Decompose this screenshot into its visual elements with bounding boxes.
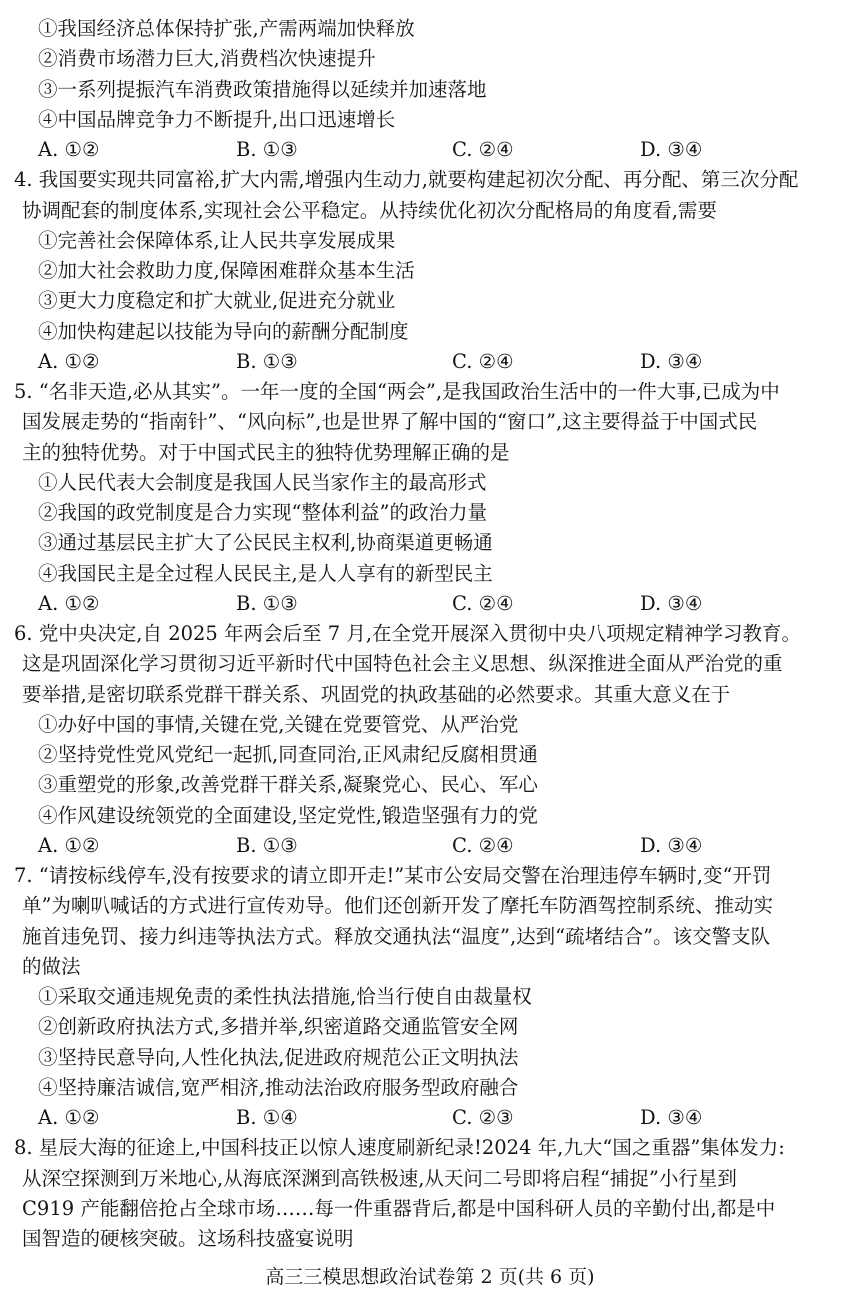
q5-choice-b: B. ①③ bbox=[236, 591, 298, 615]
q3-choice-a: A. ①② bbox=[38, 138, 100, 161]
q6-stem-line-3: 要举措,是密切联系党群干群关系、巩固党的执政基础的必然要求。其重大意义在于 bbox=[22, 682, 731, 706]
q3-option-3: ③一系列提振汽车消费政策措施得以延续并加速落地 bbox=[38, 77, 487, 101]
q3-choice-d: D. ③④ bbox=[640, 138, 703, 161]
q3-choice-b: B. ①③ bbox=[236, 138, 298, 161]
q6-option-1: ①办好中国的事情,关键在党,关键在党要管党、从严治党 bbox=[38, 712, 519, 736]
q7-stem-line-2: 单”为喇叭喊话的方式进行宣传劝导。他们还创新开发了摩托车防酒驾控制系统、推动实 bbox=[22, 894, 773, 918]
q7-stem-line-3: 施首违免罚、接力纠违等执法方式。释放交通执法“温度”,达到“疏堵结合”。该交警支队 bbox=[22, 924, 771, 948]
q7-choices bbox=[0, 1103, 860, 1133]
q6-stem-line-2: 这是巩固深化学习贯彻习近平新时代中国特色社会主义思想、纵深推进全面从严治党的重 bbox=[22, 652, 783, 676]
q3-choices bbox=[0, 135, 860, 165]
q6-choice-a: A. ①② bbox=[38, 833, 100, 857]
q3-option-1: ①我国经济总体保持扩张,产需两端加快释放 bbox=[38, 17, 415, 40]
q5-option-1: ①人民代表大会制度是我国人民当家作主的最高形式 bbox=[38, 470, 487, 494]
q4-option-1: ①完善社会保障体系,让人民共享发展成果 bbox=[38, 228, 396, 252]
q5-option-3: ③通过基层民主扩大了公民民主权利,协商渠道更畅通 bbox=[38, 531, 493, 555]
q6-choice-b: B. ①③ bbox=[236, 833, 298, 857]
q4-choice-a: A. ①② bbox=[38, 349, 100, 373]
q5-choices bbox=[0, 589, 860, 619]
q3-option-2: ②消费市场潜力巨大,消费档次快速提升 bbox=[38, 47, 376, 71]
q4-option-3: ③更大力度稳定和扩大就业,促进充分就业 bbox=[38, 289, 396, 313]
q4-option-4: ④加快构建起以技能为导向的薪酬分配制度 bbox=[38, 319, 409, 343]
q5-stem-line-1: 5. “名非天造,必从其实”。一年一度的全国“两会”,是我国政治生活中的一件大事,已成为中 bbox=[14, 380, 780, 403]
q7-choice-c: C. ②③ bbox=[452, 1106, 514, 1129]
q8-stem-line-1: 8. 星辰大海的征途上,中国科技正以惊人速度刷新纪录!2024 年,九大“国之重器”集体发力: bbox=[14, 1136, 785, 1160]
q7-choice-d: D. ③④ bbox=[640, 1106, 703, 1129]
q7-choice-a: A. ①② bbox=[38, 1106, 100, 1129]
exam-content bbox=[0, 14, 860, 1254]
q5-choice-c: C. ②④ bbox=[452, 591, 514, 615]
q6-choices bbox=[0, 831, 860, 861]
q5-stem-line-3: 主的独特优势。对于中国式民主的独特优势理解正确的是 bbox=[22, 440, 510, 464]
q5-option-2: ②我国的政党制度是合力实现“整体利益”的政治力量 bbox=[38, 501, 487, 524]
q6-option-4: ④作风建设统领党的全面建设,坚定党性,锻造坚强有力的党 bbox=[38, 803, 538, 827]
q7-option-1: ①采取交通违规免责的柔性执法措施,恰当行使自由裁量权 bbox=[38, 985, 532, 1008]
q6-option-3: ③重塑党的形象,改善党群干群关系,凝聚党心、民心、军心 bbox=[38, 773, 538, 797]
page-footer: 高三三模思想政治试卷第 2 页(共 6 页) bbox=[265, 1266, 595, 1288]
q5-stem-line-2: 国发展走势的“指南针”、“风向标”,也是世界了解中国的“窗口”,这主要得益于中国式民 bbox=[22, 410, 758, 434]
q7-option-3: ③坚持民意导向,人性化执法,促进政府规范公正文明执法 bbox=[38, 1045, 519, 1069]
q4-option-2: ②加大社会救助力度,保障困难群众基本生活 bbox=[38, 259, 415, 282]
q7-stem-line-4: 的做法 bbox=[22, 954, 81, 978]
q5-choice-a: A. ①② bbox=[38, 591, 100, 615]
q6-stem-line-1: 6. 党中央决定,自 2025 年两会后至 7 月,在全党开展深入贯彻中央八项规定精神学习教育。 bbox=[14, 622, 802, 645]
q7-stem-line-1: 7. “请按标线停车,没有按要求的请立即开走!”某市公安局交警在治理违停车辆时,变“开罚 bbox=[14, 864, 772, 887]
q4-choice-b: B. ①③ bbox=[236, 349, 298, 373]
q3-option-4: ④中国品牌竞争力不断提升,出口迅速增长 bbox=[38, 107, 396, 131]
q8-stem-line-4: 国智造的硬核突破。这场科技盛宴说明 bbox=[22, 1227, 354, 1250]
q3-choice-c: C. ②④ bbox=[452, 138, 514, 161]
q8-stem-line-3: C919 产能翻倍抢占全球市场……每一件重器背后,都是中国科研人员的辛勤付出,都是中 bbox=[22, 1196, 776, 1220]
q7-choice-b: B. ①④ bbox=[236, 1106, 298, 1129]
q8-stem-line-2: 从深空探测到万米地心,从海底深渊到高铁极速,从天问二号即将启程“捕捉”小行星到 bbox=[22, 1166, 737, 1190]
q5-option-4: ④我国民主是全过程人民民主,是人人享有的新型民主 bbox=[38, 561, 493, 585]
q4-stem-line-2: 协调配套的制度体系,实现社会公平稳定。从持续优化初次分配格局的角度看,需要 bbox=[22, 198, 717, 222]
q4-choice-d: D. ③④ bbox=[640, 349, 703, 373]
q7-option-2: ②创新政府执法方式,多措并举,织密道路交通监管安全网 bbox=[38, 1015, 519, 1039]
q6-option-2: ②坚持党性党风党纪一起抓,同查同治,正风肃纪反腐相贯通 bbox=[38, 743, 538, 766]
q4-choice-c: C. ②④ bbox=[452, 349, 514, 373]
q6-choice-c: C. ②④ bbox=[452, 833, 514, 857]
q5-choice-d: D. ③④ bbox=[640, 591, 703, 615]
q6-choice-d: D. ③④ bbox=[640, 833, 703, 857]
q4-choices bbox=[0, 347, 860, 377]
q7-option-4: ④坚持廉洁诚信,宽严相济,推动法治政府服务型政府融合 bbox=[38, 1075, 519, 1099]
q4-stem-line-1: 4. 我国要实现共同富裕,扩大内需,增强内生动力,就要构建起初次分配、再分配、第三次分配 bbox=[14, 168, 799, 192]
